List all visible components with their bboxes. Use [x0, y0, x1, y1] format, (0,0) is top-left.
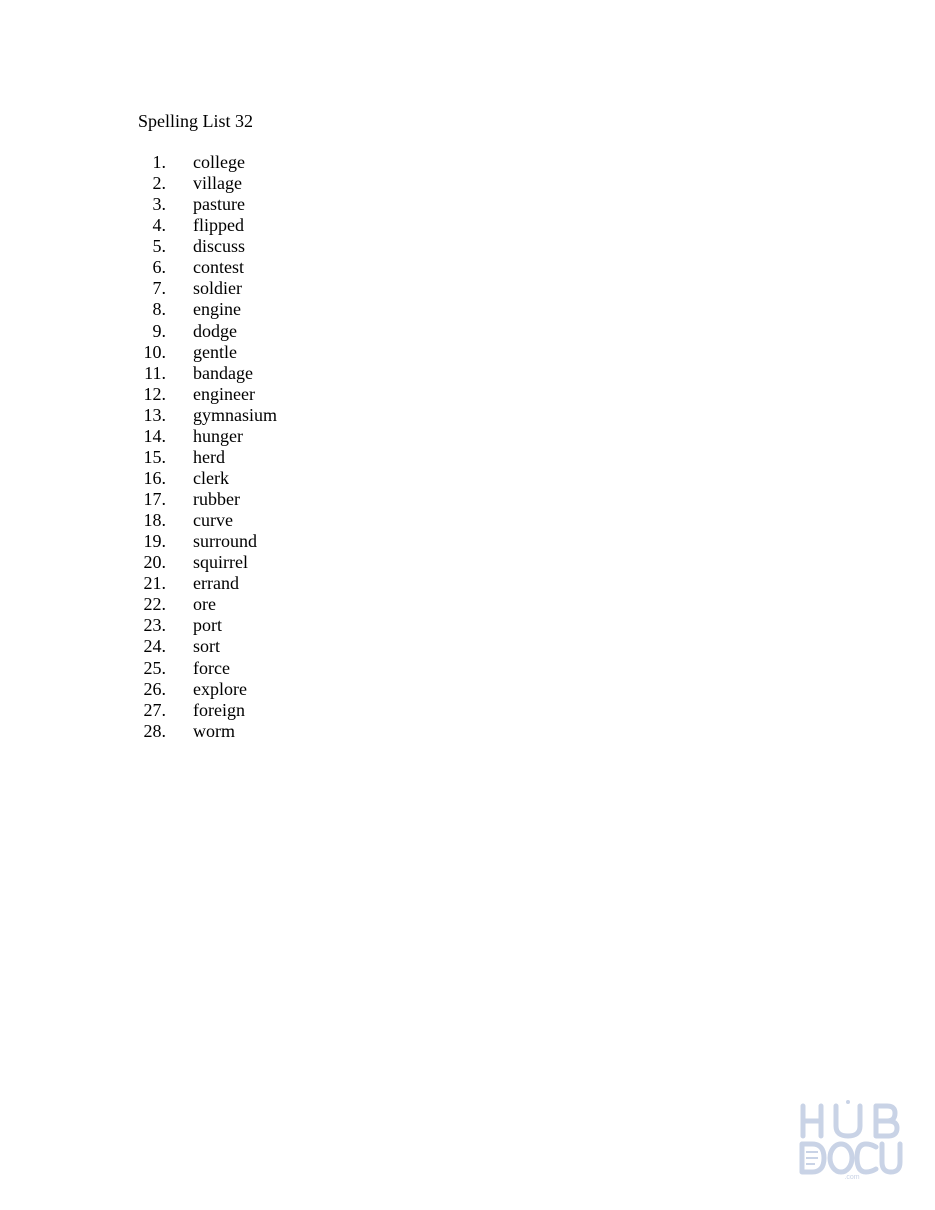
logo-sparkle — [846, 1100, 850, 1104]
logo-letter-u2 — [882, 1144, 900, 1172]
list-item-number: 1. — [152, 152, 166, 172]
list-item-word: dodge — [193, 320, 237, 341]
list-item-word: soldier — [193, 278, 242, 299]
list-item-number: 3. — [152, 194, 166, 215]
list-item-word: gentle — [193, 341, 237, 362]
list-item-number: 6. — [152, 257, 166, 278]
list-item-number: 17. — [143, 489, 166, 509]
list-item-word: herd — [193, 446, 225, 467]
list-item-word: clerk — [193, 467, 229, 488]
logo-domain-suffix: .com — [844, 1174, 860, 1180]
list-item-number: 14. — [143, 425, 166, 446]
list-item-word: errand — [193, 573, 239, 594]
logo-letter-h — [803, 1106, 821, 1136]
list-item-number: 16. — [143, 467, 166, 488]
logo-doc-line — [806, 1163, 815, 1165]
list-item-number: 4. — [152, 215, 166, 236]
list-item-word: hunger — [193, 425, 243, 446]
list-item-number: 9. — [152, 320, 166, 341]
list-item-word: explore — [193, 678, 247, 699]
logo-doc-line — [806, 1157, 818, 1159]
list-item-number: 5. — [152, 236, 166, 257]
list-item-number: 26. — [143, 678, 166, 699]
list-item-number: 7. — [152, 278, 166, 299]
list-item-word: gymnasium — [193, 404, 277, 425]
list-item-number: 19. — [143, 531, 166, 552]
list-item-word: engine — [193, 299, 241, 320]
list-item-number: 27. — [143, 699, 166, 720]
list-item-word: rubber — [193, 489, 240, 509]
list-item-word: squirrel — [193, 552, 248, 573]
list-item-word: flipped — [193, 215, 244, 236]
list-item-number: 20. — [143, 552, 166, 573]
list-item-number: 12. — [143, 383, 166, 404]
list-item-word: discuss — [193, 236, 246, 257]
list-item-word: curve — [193, 510, 233, 531]
logo-letter-c — [857, 1144, 876, 1172]
list-item-number: 11. — [144, 362, 166, 383]
list-item-word: ore — [193, 594, 216, 615]
list-item-number: 28. — [143, 720, 166, 741]
list-item-word: college — [193, 152, 245, 172]
list-item-word: sort — [193, 636, 220, 657]
list-item-number: 18. — [143, 510, 166, 531]
list-item-word: engineer — [193, 383, 255, 404]
logo-doc-line — [806, 1151, 818, 1153]
list-item-number: 25. — [143, 657, 166, 678]
logo-letter-o — [830, 1144, 852, 1172]
list-item-number: 8. — [152, 299, 166, 320]
list-item-number: 10. — [143, 341, 166, 362]
list-item-number: 21. — [143, 573, 166, 594]
hubdocu-logo — [796, 1098, 908, 1180]
list-item-number: 2. — [152, 173, 166, 194]
list-item-word: village — [193, 173, 242, 194]
logo-letter-b — [876, 1106, 897, 1136]
list-item-word: bandage — [193, 362, 253, 383]
list-item-word: foreign — [193, 699, 245, 720]
list-item-word: port — [193, 615, 222, 636]
list-item-number: 13. — [143, 404, 166, 425]
list-item-word: pasture — [193, 194, 245, 215]
list-item-word: contest — [193, 257, 244, 278]
logo-letter-u — [836, 1106, 860, 1136]
list-item-number: 22. — [143, 594, 166, 615]
list-item-word: force — [193, 657, 230, 678]
list-item-number: 24. — [143, 636, 166, 657]
list-item-word: worm — [193, 720, 235, 741]
list-item-word: surround — [193, 531, 257, 552]
list-item-number: 23. — [143, 615, 166, 636]
page-title: Spelling List 32 — [138, 111, 254, 131]
list-item-number: 15. — [143, 446, 166, 467]
